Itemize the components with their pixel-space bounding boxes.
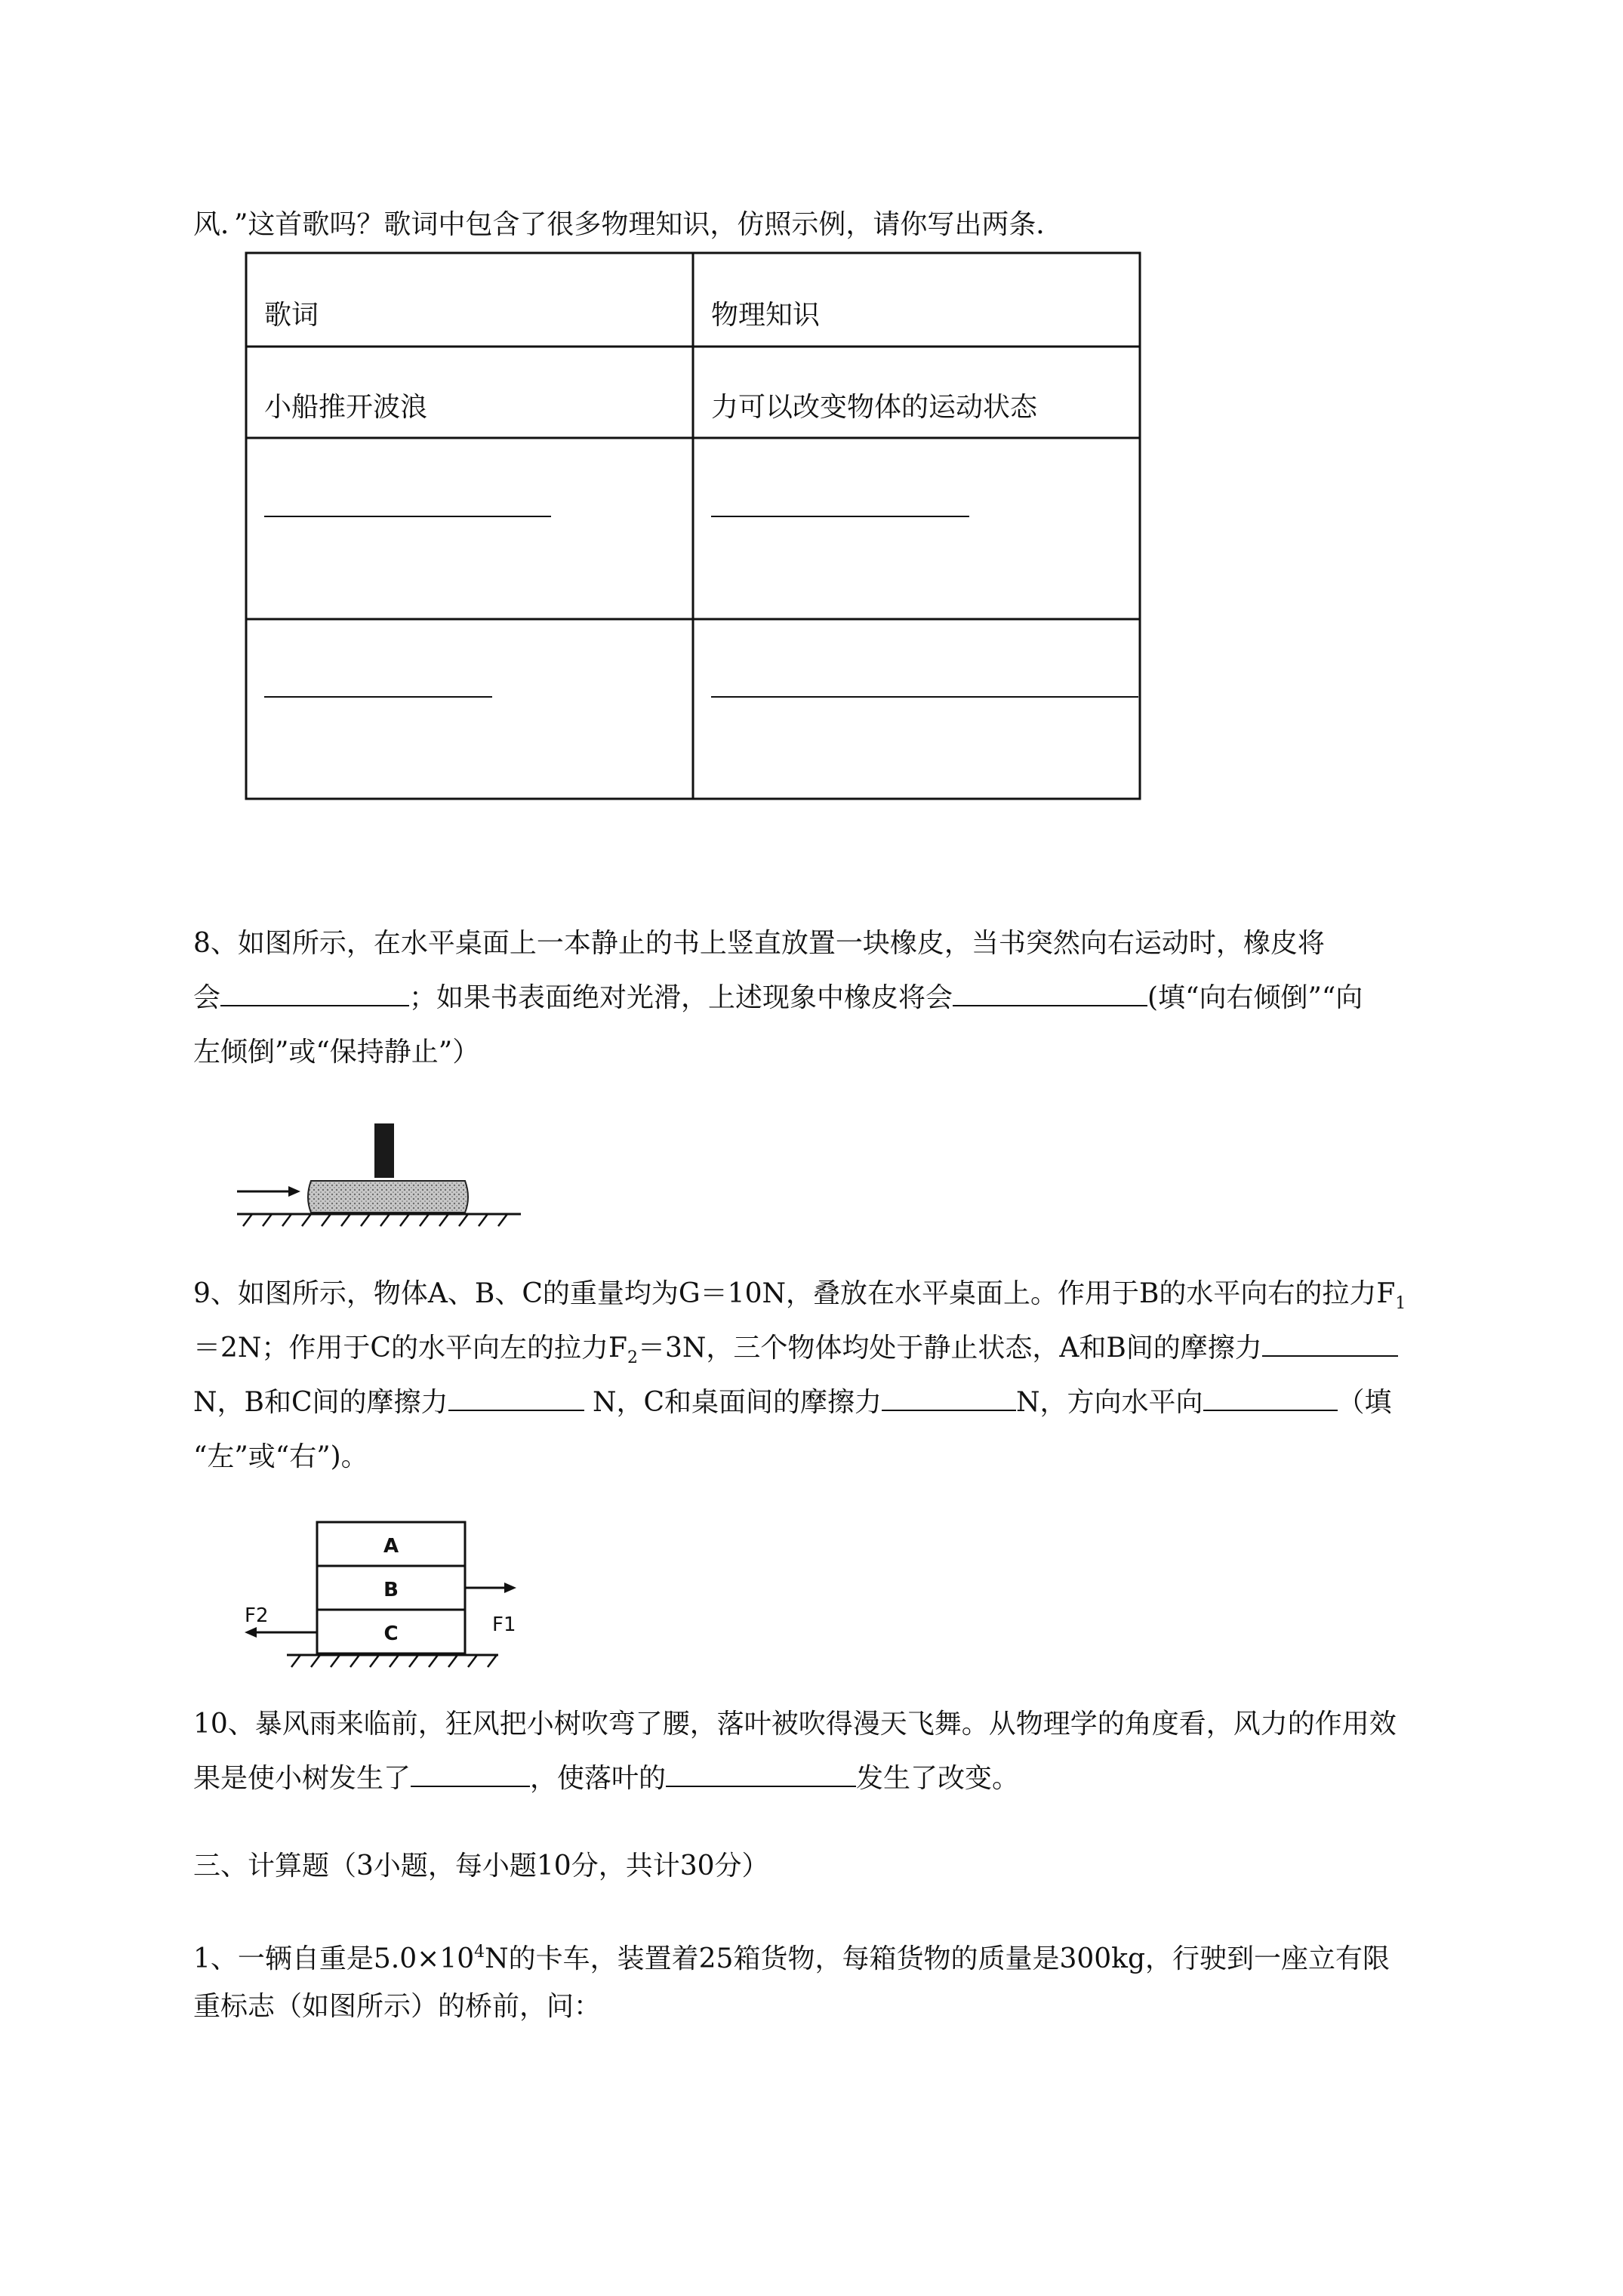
table-header-lyrics: 歌词 xyxy=(264,300,319,331)
q8-line2: 会 ；如果书表面绝对光滑，上述现象中橡皮将会 (填“向右倾倒”“向 xyxy=(193,982,1363,1013)
book-icon xyxy=(308,1181,468,1213)
table-example-physics: 力可以改变物体的运动状态 xyxy=(711,392,1038,423)
q9-line3: N，B和C间的摩擦力 N，C和桌面间的摩擦力 N，方向水平向 （填 xyxy=(193,1387,1392,1418)
q9-blank-direction[interactable] xyxy=(1203,1387,1338,1411)
label-f1: F1 xyxy=(492,1613,516,1636)
label-block-a: A xyxy=(383,1535,399,1558)
q8-book-eraser-figure xyxy=(226,1116,544,1244)
intro-line: 风．”这首歌吗？歌词中包含了很多物理知识，仿照示例，请你写出两条． xyxy=(193,209,1064,240)
section3-title: 三、计算题（3小题，每小题10分，共计30分） xyxy=(193,1851,769,1881)
q9-stacked-blocks-figure xyxy=(226,1509,544,1675)
label-block-b: B xyxy=(383,1579,399,1601)
label-block-c: C xyxy=(383,1623,399,1645)
table-example-lyric: 小船推开波浪 xyxy=(264,392,428,423)
q8-blank-1[interactable] xyxy=(220,982,409,1006)
q8-line3: 左倾倒”或“保持静止”） xyxy=(193,1037,480,1068)
q10-line2: 果是使小树发生了 ，使落叶的 发生了改变。 xyxy=(193,1763,1020,1794)
q9-blank-ab[interactable] xyxy=(1262,1333,1398,1357)
answer-blank-physics-2[interactable] xyxy=(711,696,1138,698)
q10-blank-2[interactable] xyxy=(666,1763,856,1787)
q9-line2: ＝2N；作用于C的水平向左的拉力$F_2=3N$，三个物体均处于静止状态，A和B间的摩擦力 xyxy=(193,1332,1398,1375)
q8-blank-2[interactable] xyxy=(953,982,1147,1006)
q10-blank-1[interactable] xyxy=(411,1763,530,1787)
eraser-icon xyxy=(374,1123,394,1178)
q10-line1: 10、暴风雨来临前，狂风把小树吹弯了腰，落叶被吹得漫天飞舞。从物理学的角度看，风力的作用效 xyxy=(193,1709,1397,1740)
q9-blank-bc[interactable] xyxy=(448,1387,584,1411)
calc1-line1: 1、一辆自重是$5.0\times 10^4N$的卡车，装置着25箱货物，每箱货物的质量是300kg，行驶到一座立有限 xyxy=(193,1943,1390,1974)
label-f2: F2 xyxy=(245,1604,269,1627)
q9-line4: “左”或“右”)。 xyxy=(193,1441,368,1472)
answer-blank-physics-1[interactable] xyxy=(711,516,969,517)
answer-blank-lyric-2[interactable] xyxy=(264,696,492,698)
q9-line1: 9、如图所示，物体A、B、C的重量均为G＝10N，叠放在水平桌面上。作用于B的水平向右的拉力$F_1$ xyxy=(193,1278,1406,1313)
table-header-physics: 物理知识 xyxy=(711,300,821,331)
answer-blank-lyric-1[interactable] xyxy=(264,516,551,517)
q8-line1: 8、如图所示，在水平桌面上一本静止的书上竖直放置一块橡皮，当书突然向右运动时，橡皮将 xyxy=(193,928,1325,959)
q9-blank-c-desk[interactable] xyxy=(882,1387,1016,1411)
calc1-line2: 重标志（如图所示）的桥前，问： xyxy=(193,1991,602,2022)
